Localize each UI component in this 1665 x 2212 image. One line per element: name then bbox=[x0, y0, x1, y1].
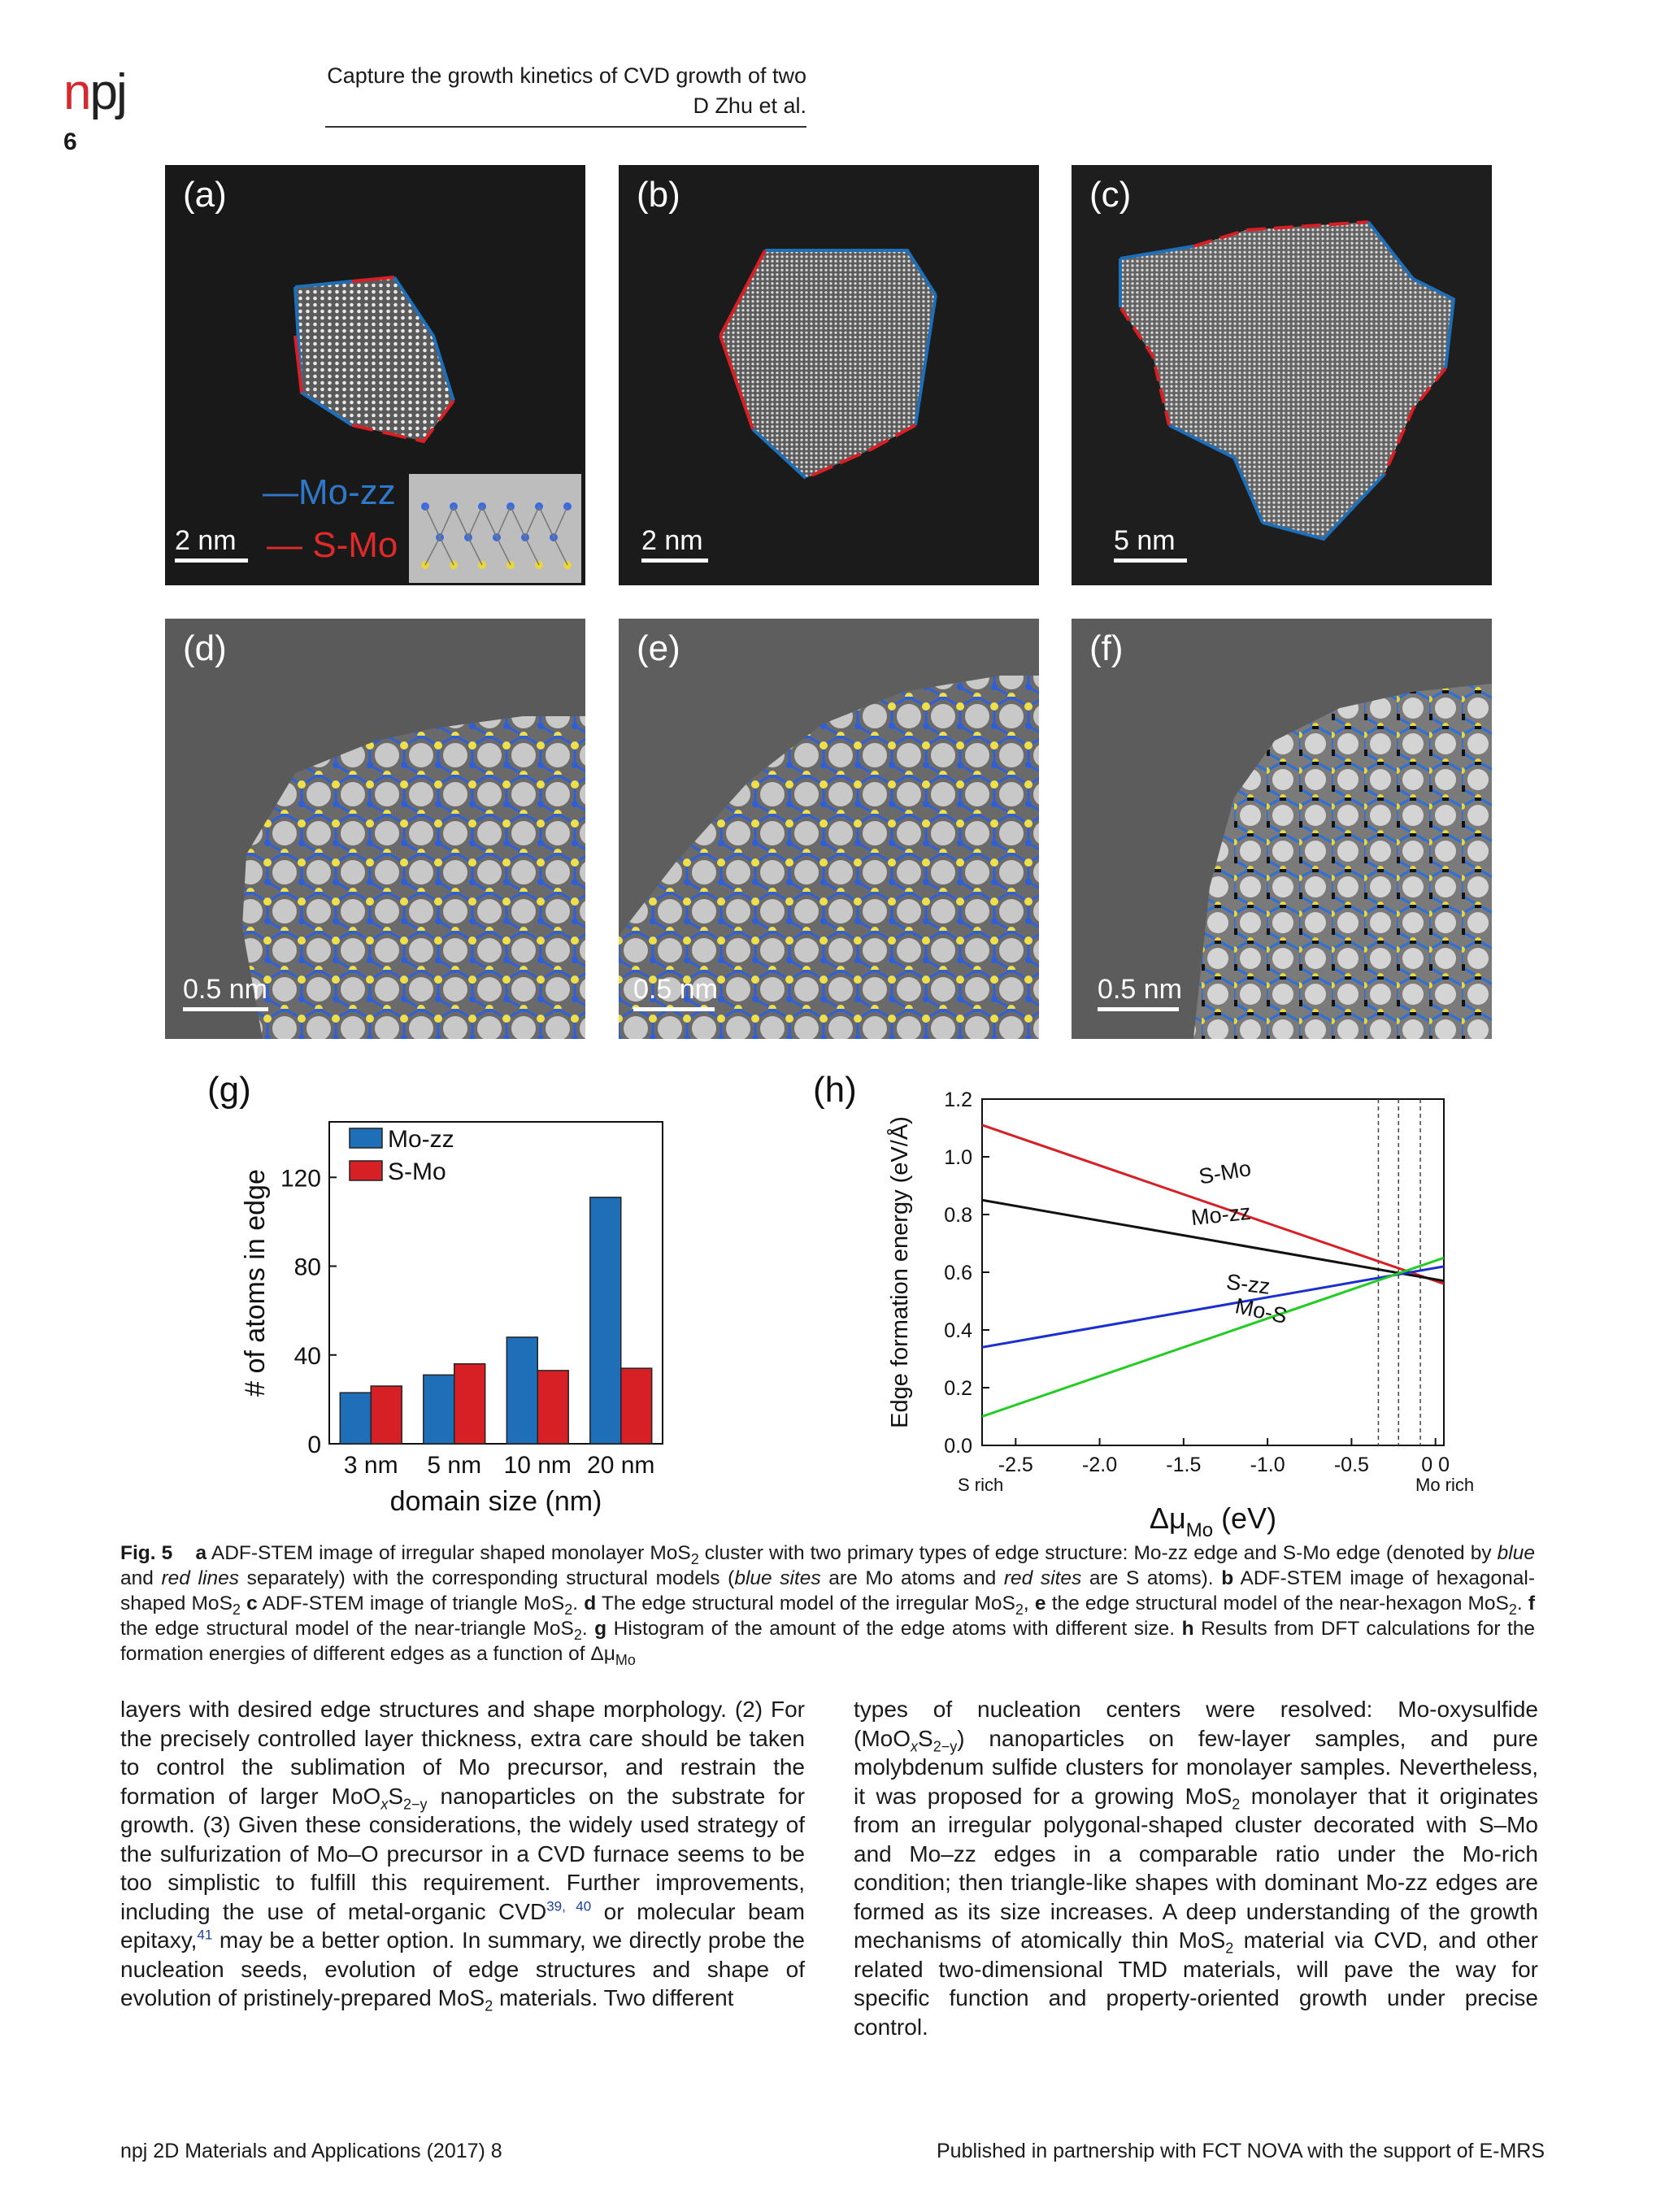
running-title: Capture the growth kinetics of CVD growth of two bbox=[327, 63, 806, 88]
chart-h-xlabel bbox=[1150, 1501, 1276, 1536]
bar-s-mo-2 bbox=[537, 1371, 568, 1444]
legend-label: Mo-zz bbox=[388, 1126, 454, 1153]
body-left-4: may be a better option. In summary, we directly probe the nucleation seeds, evolution of edge structures and shape of evolution of pristinely-prepared MoS bbox=[120, 1927, 805, 2010]
sub-x: x bbox=[911, 1738, 918, 1755]
x-tick-label: -0.5 bbox=[1333, 1454, 1369, 1476]
x-tick-label: -1.0 bbox=[1250, 1454, 1285, 1476]
sub-x: x bbox=[380, 1796, 389, 1813]
x-tick-label: 5 nm bbox=[427, 1452, 482, 1479]
caption-sub: 2 bbox=[1508, 1601, 1517, 1618]
ref-41-link[interactable]: 41 bbox=[197, 1927, 213, 1943]
scale-bar-f bbox=[1098, 974, 1182, 1011]
bar-mo-zz-3 bbox=[590, 1197, 621, 1444]
scale-bar-line bbox=[175, 558, 248, 563]
body-column-right: types of nucleation centers were resolved: Mo-oxysulfide $(MoO_xS_{2-y})$ nanoparticles on few-layer samples, and pure molybdenum sulfide clusters for monolayer samples. Nevertheless, it was proposed for a growing MoS$_2$ monolayer that it originates from an irregular polygonal-shaped cluster decorated with S–Mo and Mo–zz edges in a comparable ratio under the Mo-rich condition; then triangle-like shapes with dominant Mo-zz edges are formed as its size increases. A deep understanding of the growth mechanisms of atomically thin MoS$_2$ material via CVD, and other related two-dimensional TMD materials, will pave the way for specific function and property-oriented growth under precise control. bbox=[854, 1697, 1538, 2040]
body-right-4: material via CVD, and other related two-dimensional TMD materials, will pave the way for specific function and property-oriented growth under precise control. bbox=[854, 1927, 1538, 2040]
panel-e-label: (e) bbox=[637, 628, 680, 668]
series-label: Mo-S bbox=[1232, 1293, 1289, 1328]
panel-b bbox=[619, 165, 1039, 585]
caption-a: ADF-STEM image of irregular shaped monolayer MoS bbox=[211, 1542, 691, 1564]
chart-h-s-rich: S rich bbox=[958, 1475, 1004, 1495]
panel-c-image bbox=[1072, 165, 1492, 585]
legend-mo-zz: —Mo-zz bbox=[263, 472, 396, 512]
sub-2: 2 bbox=[1232, 1796, 1241, 1813]
bar-s-mo-0 bbox=[371, 1386, 402, 1444]
bar-s-mo-1 bbox=[454, 1364, 485, 1444]
panel-a-image bbox=[165, 165, 585, 585]
xlabel-sub: Mo bbox=[1185, 1519, 1214, 1536]
line-s-zz bbox=[982, 1267, 1444, 1347]
panel-b-label: (b) bbox=[637, 175, 680, 215]
y-tick-label: 0.6 bbox=[944, 1262, 972, 1284]
chart-h-ylabel: Edge formation energy (eV/Å) bbox=[887, 1116, 913, 1428]
y-tick-label: 0.0 bbox=[944, 1435, 972, 1458]
y-tick-label: 0.8 bbox=[944, 1204, 972, 1227]
figure-caption: Fig. 5 a ADF-STEM image of irregular shaped monolayer MoS$_2$ cluster with two primary types of edge structure: Mo-zz edge and S-Mo edge (denoted by blue and red lines separately) with the corresponding structural models (blue sites are Mo atoms and red sites are S atoms). b ADF-STEM image of hexagonal-shaped MoS$_2$ c ADF-STEM image of triangle MoS$_2$. d The edge structural model of the irregular MoS$_2$, e the edge structural model of the near-hexagon MoS$_2$. f the edge structural model of the near-triangle MoS$_2$. g Histogram of the amount of the edge atoms with different size. h Results from DFT calculations for the formation energies of different edges as a function of $\Delta\mu_{Mo}$ bbox=[120, 1542, 1536, 1668]
caption-sub: 2 bbox=[690, 1550, 699, 1567]
scale-label-d: 0.5 nm bbox=[183, 974, 267, 1005]
caption-d: The edge structural model of the irregular MoS bbox=[601, 1593, 1015, 1614]
body-right-2: ) nanoparticles on few-layer samples, and pure molybdenum sulfide clusters for monolayer samples. Nevertheless, it was proposed for a growing MoS bbox=[854, 1725, 1538, 1809]
scale-bar-line bbox=[633, 1007, 715, 1011]
panel-e bbox=[619, 619, 1039, 1039]
caption-a5: are S atoms). bbox=[1081, 1567, 1222, 1589]
body-right-1: types of nucleation centers were resolved: Mo-oxysulfide (MoO bbox=[854, 1697, 1538, 1751]
chart-h-mo-rich: Mo rich bbox=[1415, 1475, 1475, 1495]
scale-label-e: 0.5 nm bbox=[633, 974, 718, 1005]
panel-f bbox=[1072, 619, 1492, 1039]
sub-2: 2 bbox=[485, 1997, 493, 2014]
xlabel-unit: (eV) bbox=[1213, 1501, 1277, 1535]
running-authors: D Zhu et al. bbox=[693, 93, 806, 118]
body-left-3: or molecular beam epitaxy, bbox=[120, 1898, 805, 1953]
chart-h-panel-label: (h) bbox=[813, 1070, 857, 1110]
caption-blue-sites: blue sites bbox=[734, 1567, 821, 1589]
caption-sub: 2 bbox=[573, 1626, 582, 1643]
caption-c: ADF-STEM image of triangle MoS bbox=[262, 1593, 565, 1614]
scale-bar-line bbox=[183, 1007, 268, 1011]
scale-label-c: 5 nm bbox=[1114, 525, 1176, 556]
panel-c bbox=[1072, 165, 1492, 585]
caption-g: Histogram of the amount of the edge atoms with different size. bbox=[613, 1618, 1176, 1640]
panel-d bbox=[165, 619, 585, 1039]
caption-sub: 2 bbox=[232, 1601, 241, 1618]
legend-swatch bbox=[350, 1161, 382, 1180]
body-left-5: materials. Two different bbox=[493, 1985, 734, 2010]
caption-blue: blue bbox=[1497, 1542, 1535, 1564]
body-left-1: layers with desired edge structures and shape morphology. (2) For the precisely controlled layer thickness, extra care should be taken to control the sublimation of Mo precursor, and restrain the formation of larger MoO bbox=[120, 1697, 805, 1809]
caption-sub: 2 bbox=[564, 1601, 573, 1618]
caption-fig-label: Fig. 5 bbox=[120, 1542, 173, 1564]
caption-and: and bbox=[120, 1567, 162, 1589]
x-tick-label: 20 nm bbox=[587, 1452, 655, 1479]
y-tick-label: 0.2 bbox=[944, 1377, 972, 1400]
scale-label-f: 0.5 nm bbox=[1098, 974, 1182, 1005]
body-right-3: monolayer that it originates from an irregular polygonal-shaped cluster decorated with S–Mo and Mo–zz edges in a comparable ratio under the Mo-rich condition; then triangle-like shapes with dominant Mo-zz edges are formed as its size increases. A deep understanding of the growth mechanisms of atomically thin MoS bbox=[854, 1783, 1538, 1953]
header-rule bbox=[325, 126, 806, 128]
y-tick-label: 0 bbox=[307, 1432, 321, 1458]
bar-mo-zz-0 bbox=[340, 1393, 371, 1444]
chart-g-xlabel: domain size (nm) bbox=[389, 1486, 602, 1517]
sub-2: 2 bbox=[1225, 1940, 1234, 1957]
panel-d-label: (d) bbox=[183, 628, 227, 668]
scale-bar-line bbox=[1098, 1007, 1179, 1011]
caption-a2: cluster with two primary types of edge structure: Mo-zz edge and S-Mo edge (denoted by bbox=[698, 1542, 1498, 1564]
panel-a-label: (a) bbox=[183, 175, 227, 215]
chart-g-ylabel: # of atoms in edge bbox=[240, 1169, 271, 1397]
caption-sub: 2 bbox=[1015, 1601, 1024, 1618]
bar-mo-zz-1 bbox=[424, 1375, 454, 1444]
legend-s-mo: — S-Mo bbox=[267, 525, 398, 565]
scale-bar-b bbox=[641, 525, 708, 563]
series-label: S-zz bbox=[1224, 1269, 1272, 1299]
caption-f: the edge structural model of the near-triangle MoS bbox=[120, 1618, 574, 1640]
scale-label-a: 2 nm bbox=[175, 525, 237, 556]
chart-g-panel-label: (g) bbox=[207, 1070, 251, 1110]
caption-e: the edge structural model of the near-hexagon MoS bbox=[1051, 1593, 1509, 1614]
x-tick-label: 3 nm bbox=[343, 1452, 398, 1479]
panel-f-label: (f) bbox=[1089, 628, 1124, 668]
scale-bar-c bbox=[1114, 525, 1187, 563]
chart-h bbox=[805, 1065, 1520, 1536]
scale-bar-d bbox=[183, 974, 268, 1011]
caption-a4: are Mo atoms and bbox=[820, 1567, 1004, 1589]
line-mo-s bbox=[982, 1258, 1444, 1416]
legend-label: S-Mo bbox=[388, 1158, 446, 1185]
y-tick-label: 1.0 bbox=[944, 1146, 972, 1169]
page-number: 6 bbox=[63, 128, 77, 155]
bar-mo-zz-2 bbox=[506, 1337, 537, 1444]
body-left-2: nanoparticles on the substrate for growth. (3) Given these considerations, the widely used strategy of the sulfurization of Mo–O precursor in a CVD furnace seems to be too simplistic to fulfill this requirement. Further improvements, including the use of metal-organic CVD bbox=[120, 1783, 805, 1924]
scale-label-b: 2 nm bbox=[641, 525, 703, 556]
x-tick-label: -2.5 bbox=[998, 1454, 1033, 1476]
footer-journal: npj 2D Materials and Applications (2017) 8 bbox=[120, 2140, 502, 2162]
scale-bar-line bbox=[1114, 558, 1187, 563]
ref-40-link[interactable]: , 40 bbox=[562, 1898, 592, 1914]
y-tick-label: 40 bbox=[293, 1342, 321, 1370]
scale-bar-a bbox=[175, 525, 248, 563]
y-tick-label: 80 bbox=[293, 1254, 321, 1281]
y-tick-label: 0.4 bbox=[944, 1319, 972, 1342]
body-column-left: layers with desired edge structures and shape morphology. (2) For the precisely controlled layer thickness, extra care should be taken to control the sublimation of Mo precursor, and restrain the formation of larger $MoO_xS_{2-y}$ nanoparticles on the substrate for growth. (3) Given these considerations, the widely used strategy of the sulfurization of Mo–O precursor in a CVD furnace seems to be too simplistic to fulfill this requirement. Further improvements, including the use of metal-organic CVD$^{39, 40}$ or molecular beam epitaxy,$^{41}$ may be a better option. In summary, we directly probe the nucleation seeds, evolution of edge structures and shape of evolution of pristinely-prepared MoS$_2$ materials. Two different bbox=[120, 1697, 805, 2014]
x-tick-label: -2.0 bbox=[1082, 1454, 1118, 1476]
xlabel-main: Δμ bbox=[1149, 1501, 1186, 1535]
panel-a bbox=[165, 165, 585, 585]
panel-b-image bbox=[619, 165, 1039, 585]
ref-39-link[interactable]: 39 bbox=[546, 1898, 563, 1914]
sub-2y: 2−y bbox=[932, 1738, 958, 1755]
caption-a3: separately) with the corresponding structural models ( bbox=[238, 1567, 735, 1589]
scale-bar-line bbox=[641, 558, 708, 563]
x-tick-label: 10 nm bbox=[503, 1452, 572, 1479]
legend-swatch bbox=[350, 1128, 382, 1148]
journal-logo: npj bbox=[63, 64, 126, 120]
caption-b: ADF-STEM image of hexagonal-shaped MoS bbox=[120, 1567, 1535, 1614]
series-label: Mo-zz bbox=[1189, 1199, 1252, 1231]
panel-c-label: (c) bbox=[1089, 175, 1132, 215]
caption-h: Results from DFT calculations for the formation energies of different edges as a function of Δμ bbox=[120, 1618, 1536, 1665]
footer-partnership: Published in partnership with FCT NOVA with the support of E-MRS bbox=[936, 2140, 1545, 2162]
x-tick-label: 0 0 bbox=[1421, 1454, 1450, 1476]
bar-s-mo-3 bbox=[621, 1368, 652, 1444]
caption-red: red lines bbox=[161, 1567, 239, 1589]
y-tick-label: 1.2 bbox=[944, 1089, 972, 1111]
series-label: S-Mo bbox=[1197, 1155, 1254, 1189]
chart-g bbox=[195, 1065, 797, 1528]
sub-2y: 2−y bbox=[403, 1796, 428, 1813]
caption-red-sites: red sites bbox=[1003, 1567, 1082, 1589]
y-tick-label: 120 bbox=[280, 1165, 321, 1193]
caption-sub-mo: Mo bbox=[615, 1651, 636, 1668]
x-tick-label: -1.5 bbox=[1166, 1454, 1202, 1476]
scale-bar-e bbox=[633, 974, 718, 1011]
